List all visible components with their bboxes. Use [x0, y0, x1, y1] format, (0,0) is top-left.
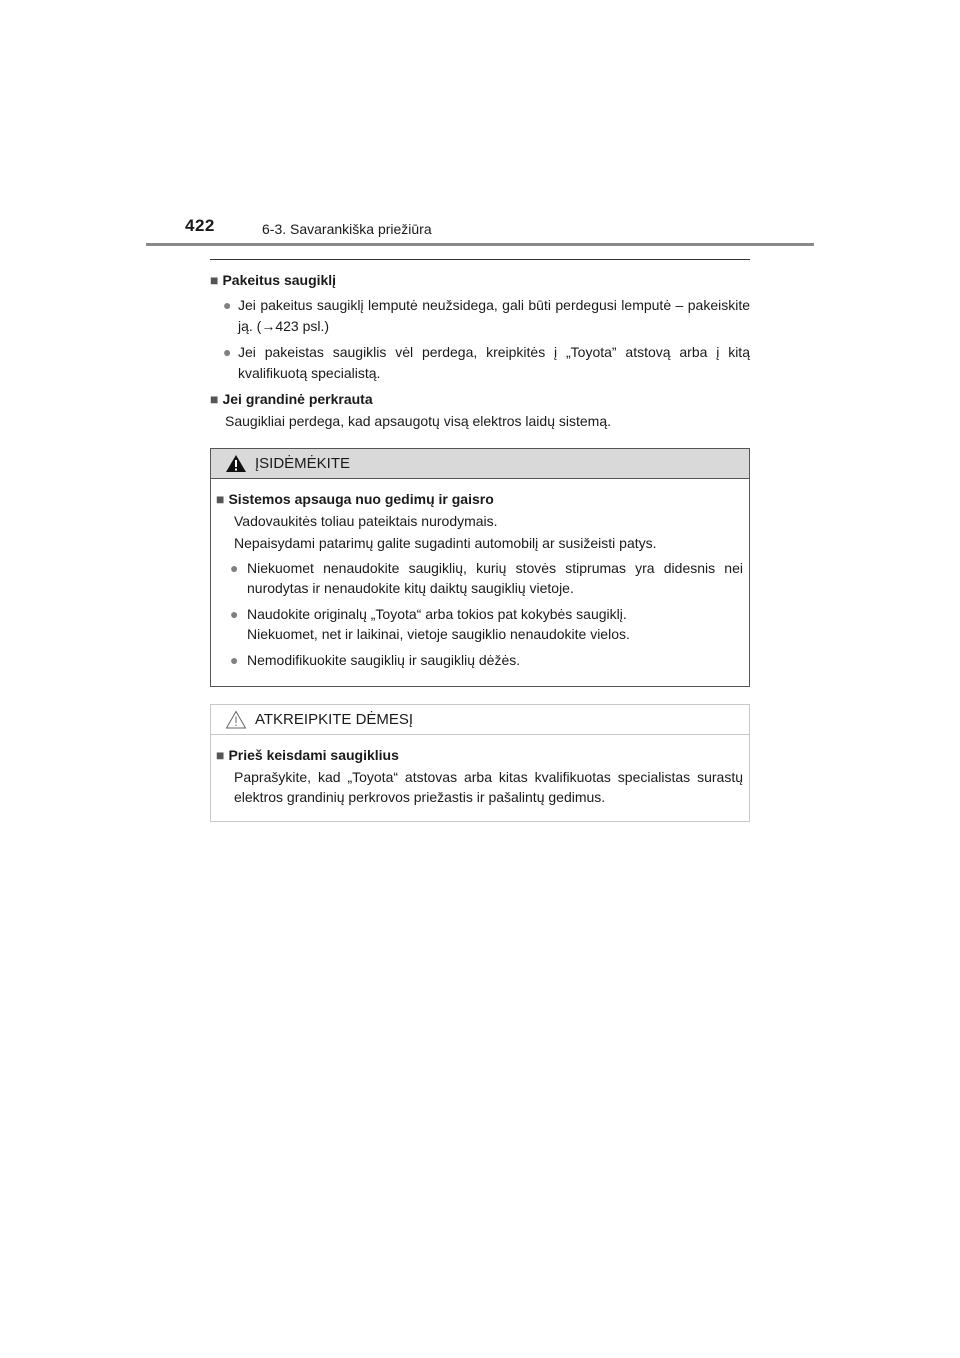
box-heading: ■ Sistemos apsauga nuo gedimų ir gaisro [216, 491, 494, 507]
square-bullet-icon: ■ [210, 272, 219, 288]
warning-box-title: ĮSIDĖMĖKITE [255, 454, 351, 472]
square-bullet-icon: ■ [216, 747, 225, 763]
top-rule [210, 259, 750, 260]
paragraph: Saugikliai perdega, kad apsaugotų visą elektros laidų sistemą. [225, 413, 612, 429]
list-item: ● Nemodifikuokite saugiklių ir saugiklių dėžės. [230, 652, 521, 668]
box-heading: ■ Prieš keisdami saugiklius [216, 747, 399, 763]
warning-box-body [211, 479, 749, 686]
dot-bullet-icon: ● [230, 560, 239, 576]
notice-box [210, 704, 750, 822]
warning-triangle-filled-icon [225, 454, 247, 473]
square-bullet-icon: ■ [210, 391, 219, 407]
main-content [210, 270, 750, 436]
list-item: ● Naudokite originalų „Toyota“ arba tokios pat kokybės saugiklį. Niekuomet, net ir laikinai, vietoje saugiklio nenaudokite vielos. [230, 606, 630, 642]
dot-bullet-icon: ● [223, 344, 232, 360]
warning-box [210, 448, 750, 687]
dot-bullet-icon: ● [230, 652, 239, 668]
dot-bullet-icon: ● [230, 606, 239, 622]
section-heading: ■ Jei grandinė perkrauta [210, 391, 373, 407]
paragraph: Paprašykite, kad „Toyota“ atstovas arba kitas kvalifikuotas specialistas surastų elektros grandinių perkrovos priežastis ir pašalintų gedimus. [234, 769, 743, 805]
header-rule [146, 243, 814, 246]
notice-box-title: ATKREIPKITE DĖMESĮ [255, 710, 414, 728]
notice-box-body [211, 735, 749, 821]
dot-bullet-icon: ● [223, 297, 232, 313]
paragraph: Vadovaukitės toliau pateiktais nurodymais. [234, 513, 498, 529]
section-heading: ■ Pakeitus saugiklį [210, 272, 337, 288]
section-title: 6-3. Savarankiška priežiūra [262, 221, 432, 237]
warning-triangle-outline-icon [225, 710, 247, 729]
list-item: ● Jei pakeistas saugiklis vėl perdega, kreipkitės į „Toyota” atstovą arba į kitą kvalifikuotą specialistą. [223, 344, 750, 381]
list-item: ● Jei pakeitus saugiklį lemputė neužsidega, gali būti perdegusi lemputė – pakeiskite ją. (→423 psl.) [223, 297, 750, 334]
warning-box-header [211, 449, 749, 479]
list-item: ● Niekuomet nenaudokite saugiklių, kurių stovės stiprumas yra didesnis nei nurodytas ir nenaudokite kitų daiktų saugiklių vietoje. [230, 560, 743, 596]
notice-box-header [211, 705, 749, 735]
page-number: 422 [185, 216, 215, 235]
square-bullet-icon: ■ [216, 491, 225, 507]
paragraph: Nepaisydami patarimų galite sugadinti automobilį ar susižeisti patys. [234, 535, 657, 551]
